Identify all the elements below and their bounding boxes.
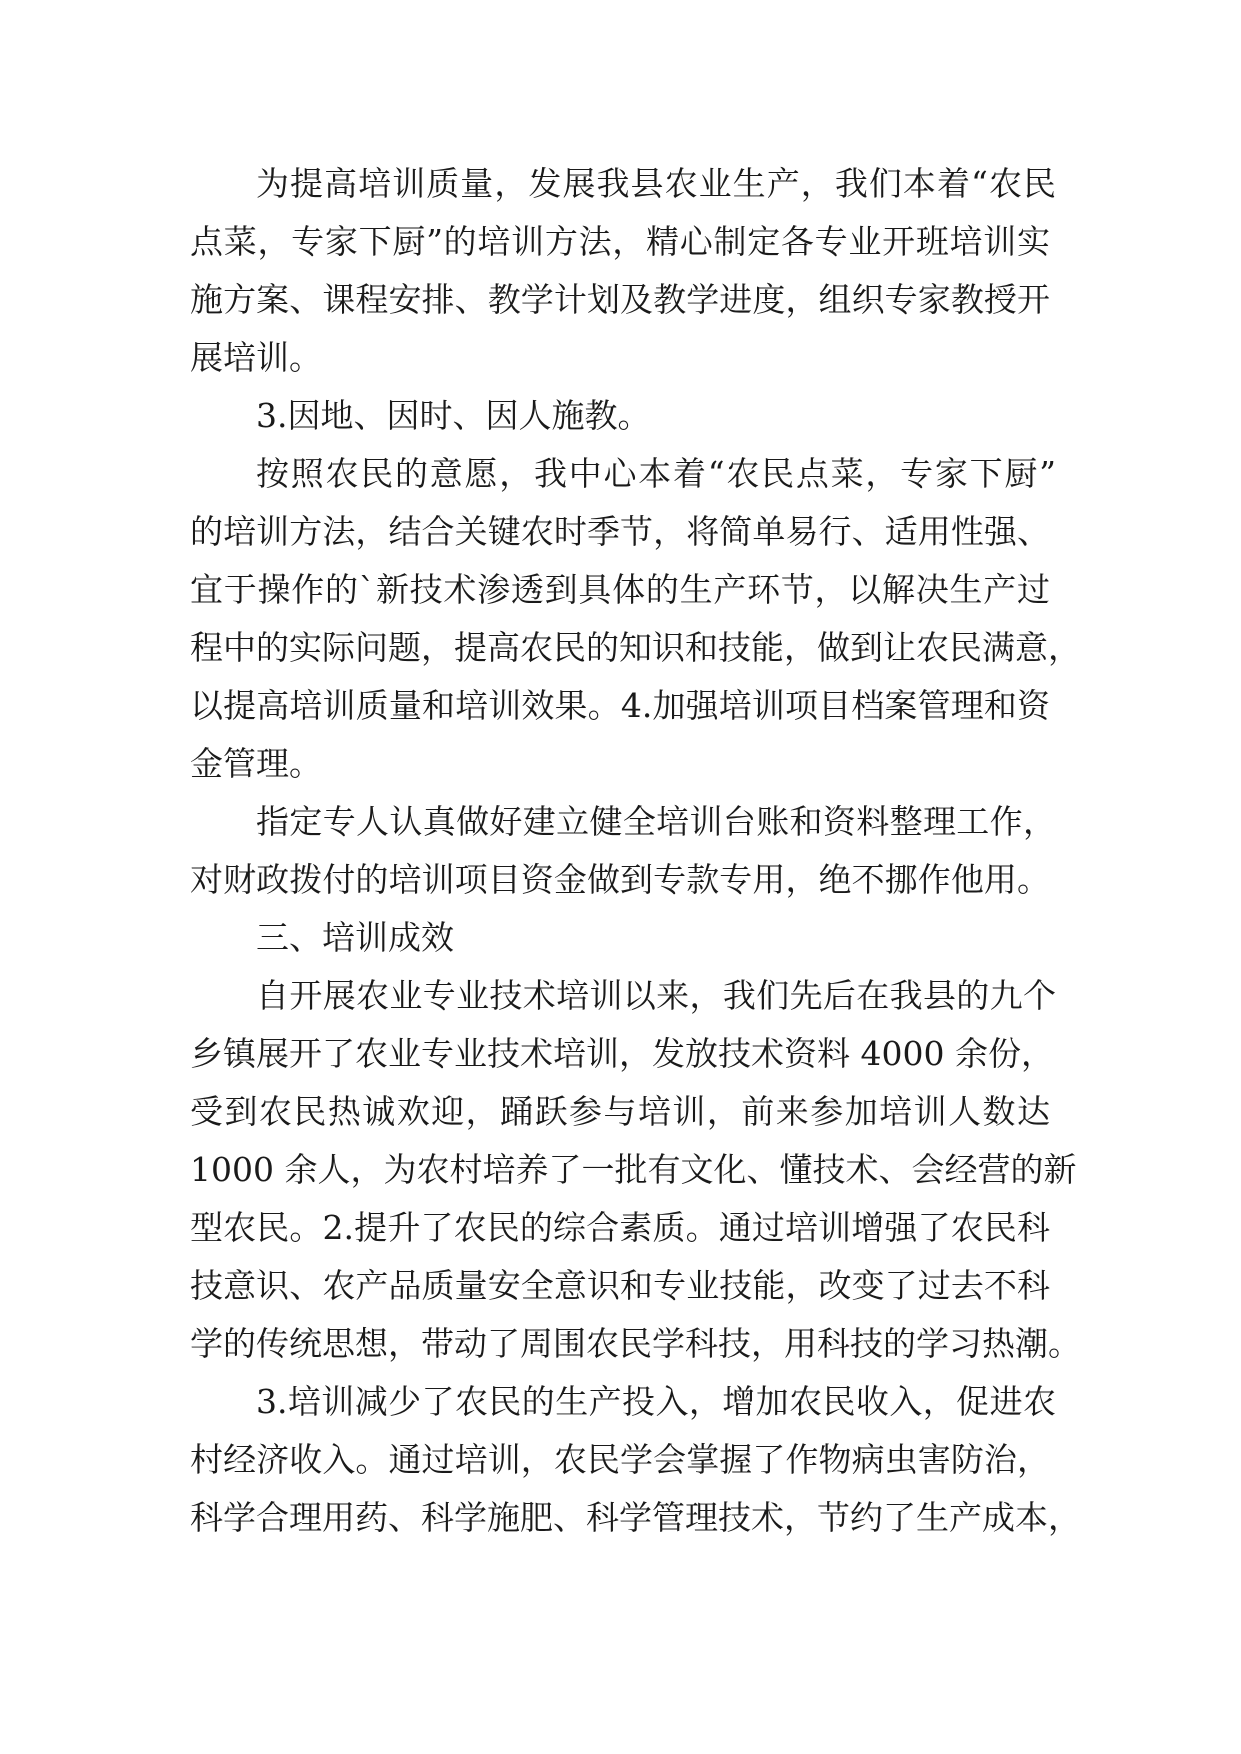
text-line: 型农民。2.提升了农民的综合素质。通过培训增强了农民科	[190, 1208, 1050, 1247]
text-line: 宜于操作的`新技术渗透到具体的生产环节，以解决生产过	[190, 570, 1050, 609]
text-line: 乡镇展开了农业专业技术培训，发放技术资料 4000 余份，	[190, 1034, 1054, 1073]
text-line: 为提高培训质量，发展我县农业生产，我们本着“农民	[256, 164, 1056, 203]
text-line: 学的传统思想，带动了周围农民学科技，用科技的学习热潮。	[190, 1324, 1081, 1363]
text-line: 1000 余人，为农村培养了一批有文化、懂技术、会经营的新	[190, 1150, 1077, 1189]
text-line: 施方案、课程安排、教学计划及教学进度，组织专家教授开	[190, 280, 1050, 319]
text-line: 科学合理用药、科学施肥、科学管理技术，节约了生产成本，	[190, 1498, 1081, 1537]
text-line: 点菜，专家下厨”的培训方法，精心制定各专业开班培训实	[190, 222, 1050, 261]
text-line: 受到农民热诚欢迎，踊跃参与培训，前来参加培训人数达	[190, 1092, 1050, 1131]
text-line: 对财政拨付的培训项目资金做到专款专用，绝不挪作他用。	[190, 860, 1050, 899]
text-line: 3.因地、因时、因人施教。	[256, 396, 651, 435]
text-line: 指定专人认真做好建立健全培训台账和资料整理工作，	[256, 802, 1056, 841]
section-heading: 三、培训成效	[256, 918, 454, 957]
text-line: 金管理。	[190, 744, 322, 783]
text-line: 自开展农业专业技术培训以来，我们先后在我县的九个	[256, 976, 1056, 1015]
text-line: 以提高培训质量和培训效果。4.加强培训项目档案管理和资	[190, 686, 1050, 725]
text-line: 展培训。	[190, 338, 322, 377]
text-line: 技意识、农产品质量安全意识和专业技能，改变了过去不科	[190, 1266, 1050, 1305]
text-line: 按照农民的意愿，我中心本着“农民点菜，专家下厨”	[256, 454, 1056, 493]
text-line: 3.培训减少了农民的生产投入，增加农民收入，促进农	[256, 1382, 1056, 1421]
text-line: 程中的实际问题，提高农民的知识和技能，做到让农民满意，	[190, 628, 1081, 667]
text-line: 的培训方法，结合关键农时季节，将简单易行、适用性强、	[190, 512, 1050, 551]
text-line: 村经济收入。通过培训，农民学会掌握了作物病虫害防治，	[190, 1440, 1050, 1479]
